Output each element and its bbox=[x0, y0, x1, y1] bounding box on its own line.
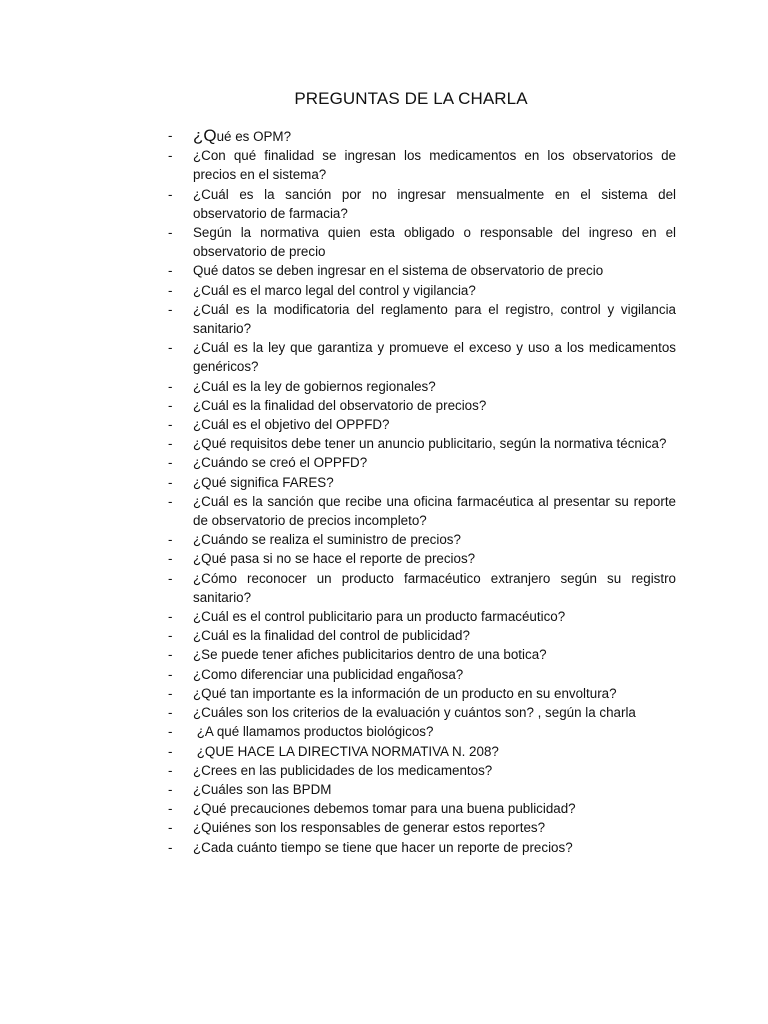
list-bullet: - bbox=[168, 263, 173, 279]
list-bullet: - bbox=[168, 417, 173, 433]
list-item bbox=[168, 415, 676, 434]
question-text: ¿Cuál es la ley que garantiza y promueve el exceso y uso a los medicamentos genéricos? bbox=[193, 340, 680, 375]
list-item bbox=[168, 146, 680, 184]
list-bullet: - bbox=[168, 397, 173, 413]
list-item bbox=[168, 377, 676, 396]
list-bullet: - bbox=[168, 801, 173, 817]
question-text: ¿Qué pasa si no se hace el reporte de precios? bbox=[193, 551, 476, 567]
list-item bbox=[168, 818, 676, 837]
question-text: ¿Cuál es la sanción por no ingresar mensualmente en el sistema del observatorio de farmacia? bbox=[193, 186, 680, 221]
list-bullet: - bbox=[168, 781, 173, 797]
question-text: ¿Qué precauciones debemos tomar para una buena publicidad? bbox=[193, 801, 576, 817]
question-text: Qué datos se deben ingresar en el sistema de observatorio de precio bbox=[193, 263, 604, 279]
question-text: Según la normativa quien esta obligado o responsable del ingreso en el observatorio de precio bbox=[193, 225, 680, 260]
list-bullet: - bbox=[168, 724, 173, 740]
list-item bbox=[168, 281, 676, 300]
list-bullet: - bbox=[168, 474, 173, 490]
list-item bbox=[168, 530, 676, 549]
list-bullet: - bbox=[168, 532, 173, 548]
list-bullet: - bbox=[168, 570, 173, 586]
list-item bbox=[168, 453, 676, 472]
question-text: ¿Cuál es el marco legal del control y vigilancia? bbox=[193, 282, 476, 298]
question-text: ¿Cuál es el control publicitario para un producto farmacéutico? bbox=[193, 609, 566, 625]
list-bullet: - bbox=[168, 666, 173, 682]
list-item bbox=[168, 645, 676, 664]
question-text: ¿Cuál es la modificatoria del reglamento para el registro, control y vigilancia sanitario? bbox=[193, 301, 680, 337]
question-list bbox=[168, 126, 680, 857]
list-bullet: - bbox=[168, 705, 173, 721]
question-text: ¿Cuándo se creó el OPPFD? bbox=[193, 455, 368, 471]
question-text: ¿Se puede tener afiches publicitarios dentro de una botica? bbox=[193, 647, 547, 663]
question-text: ¿Con qué finalidad se ingresan los medicamentos en los observatorios de precios en el sistema? bbox=[193, 148, 680, 183]
question-text: ¿Qué requisitos debe tener un anuncio publicitario, según la normativa técnica? bbox=[193, 436, 667, 452]
list-bullet: - bbox=[168, 628, 173, 644]
list-bullet: - bbox=[168, 820, 173, 836]
list-bullet: - bbox=[168, 148, 173, 164]
list-bullet: - bbox=[168, 455, 173, 471]
question-text: ¿Como diferenciar una publicidad engañosa? bbox=[193, 666, 464, 682]
list-bullet: - bbox=[168, 340, 173, 356]
question-text: ¿Cómo reconocer un producto farmacéutico extranjero según su registro sanitario? bbox=[193, 570, 680, 605]
question-text: ¿Cuáles son las BPDM bbox=[193, 781, 332, 797]
list-bullet: - bbox=[168, 128, 173, 143]
list-bullet: - bbox=[168, 762, 173, 778]
list-item bbox=[168, 185, 680, 223]
list-bullet: - bbox=[168, 378, 173, 394]
list-item bbox=[168, 626, 676, 645]
question-text: ¿Cada cuánto tiempo se tiene que hacer un reporte de precios? bbox=[193, 839, 573, 855]
list-item bbox=[168, 838, 676, 857]
question-text: ¿Cuál es la finalidad del observatorio de precios? bbox=[193, 397, 487, 413]
list-item bbox=[168, 742, 676, 761]
question-text: ¿Qué tan importante es la información de un producto en su envoltura? bbox=[193, 685, 617, 701]
page-title: PREGUNTAS DE LA CHARLA bbox=[294, 89, 528, 108]
list-bullet: - bbox=[168, 225, 173, 241]
list-item bbox=[168, 799, 676, 818]
list-bullet: - bbox=[168, 551, 173, 567]
question-text: ¿Qué significa FARES? bbox=[193, 474, 334, 490]
list-item bbox=[168, 261, 676, 280]
list-item bbox=[168, 665, 676, 684]
list-bullet: - bbox=[168, 839, 173, 855]
question-text: ¿Cuándo se realiza el suministro de precios? bbox=[193, 532, 461, 548]
question-text: ¿Cuál es la finalidad del control de publicidad? bbox=[193, 628, 470, 644]
list-bullet: - bbox=[168, 186, 173, 202]
question-text: ¿Cuáles son los criterios de la evaluación y cuántos son? , según la charla bbox=[193, 705, 636, 721]
list-bullet: - bbox=[168, 282, 173, 298]
list-item bbox=[168, 607, 676, 626]
list-item bbox=[168, 126, 676, 146]
list-item bbox=[168, 684, 676, 703]
list-item bbox=[168, 338, 680, 376]
question-text: ¿Cuál es la sanción que recibe una oficina farmacéutica al presentar su reporte de observatorio de precios incompleto? bbox=[193, 493, 680, 529]
question-text: ¿Quiénes son los responsables de generar estos reportes? bbox=[193, 820, 546, 836]
list-item bbox=[168, 473, 676, 492]
list-item bbox=[168, 549, 676, 568]
list-item bbox=[168, 703, 676, 722]
list-bullet: - bbox=[168, 647, 173, 663]
list-bullet: - bbox=[168, 301, 173, 317]
question-text: ¿Qué es OPM? bbox=[193, 126, 292, 145]
list-item bbox=[168, 492, 680, 530]
question-text: ¿QUE HACE LA DIRECTIVA NORMATIVA N. 208? bbox=[193, 743, 499, 759]
question-text: ¿Cuál es la ley de gobiernos regionales? bbox=[193, 378, 436, 394]
list-item bbox=[168, 569, 680, 607]
list-item bbox=[168, 780, 676, 799]
list-item bbox=[168, 434, 676, 453]
question-text: ¿A qué llamamos productos biológicos? bbox=[193, 724, 434, 740]
list-item bbox=[168, 722, 676, 741]
list-bullet: - bbox=[168, 743, 173, 759]
list-item bbox=[168, 761, 676, 780]
question-text: ¿Cuál es el objetivo del OPPFD? bbox=[193, 417, 390, 433]
list-bullet: - bbox=[168, 609, 173, 625]
list-item bbox=[168, 396, 676, 415]
list-bullet: - bbox=[168, 436, 173, 452]
question-text: ¿Crees en las publicidades de los medicamentos? bbox=[193, 762, 493, 778]
list-item bbox=[168, 223, 680, 261]
list-bullet: - bbox=[168, 493, 173, 509]
list-item bbox=[168, 300, 680, 338]
list-bullet: - bbox=[168, 685, 173, 701]
